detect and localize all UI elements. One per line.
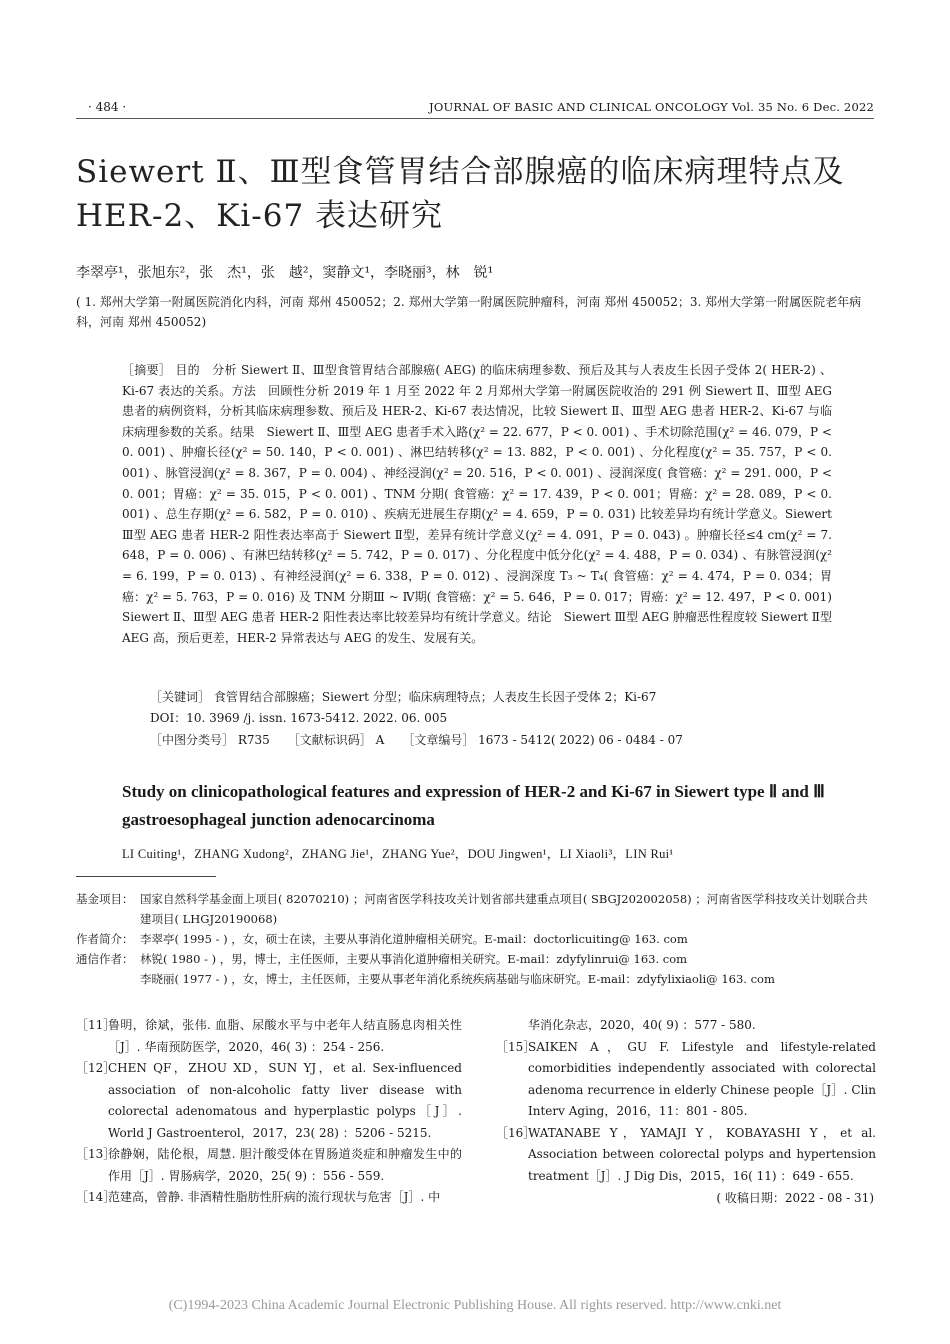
header-rule [76, 118, 874, 119]
journal-header: JOURNAL OF BASIC AND CLINICAL ONCOLOGY Vol. 35 No. 6 Dec. 2022 [429, 100, 874, 114]
english-authors: LI Cuiting¹，ZHANG Xudong²，ZHANG Jie¹，ZHANG Yue²，DOU Jingwen¹，LI Xiaoli³，LIN Rui¹ [122, 847, 674, 861]
ref-number: ［12］ [76, 1061, 116, 1075]
fund-text: 国家自然科学基金面上项目( 82070210) ；河南省医学科技攻关计划省部共建重点项目( SBGJ202002058) ；河南省医学科技攻关计划联合共建项目( LHGJ20190068) [140, 892, 868, 926]
references-left [76, 1015, 462, 1209]
ref-text: CHEN QF，ZHOU XD，SUN YJ，et al. Sex-influenced association of non-alcoholic fatty liver disease with colorectal adenomatous and hyperplastic polyps［J］. World J Gastroenterol，2017，23( 28) ：5206 - 5215. [108, 1061, 462, 1140]
bio-text: 李翠亭( 1995 - ) ，女，硕士在读，主要从事消化道肿瘤相关研究。E-mail：doctorlicuiting@ 163. com [140, 932, 688, 946]
reference-item [76, 1144, 462, 1187]
keywords-text: 食管胃结合部腺癌；Siewert 分型；临床病理特点；人表皮生长因子受体 2；Ki-67 [213, 690, 657, 704]
ref-number: ［16］ [496, 1125, 536, 1140]
english-title: Study on clinicopathological features and expression of HER-2 and Ki-67 in Siewert type Ⅱ and Ⅲ gastroesophageal junction adenocarcinoma [122, 782, 825, 829]
references-right [496, 1015, 876, 1187]
keywords-label: ［关键词］ [150, 690, 211, 704]
keywords [150, 687, 830, 707]
corresponding-note-2 [76, 969, 876, 989]
corr-text-2: 李晓丽( 1977 - ) ，女，博士，主任医师，主要从事老年消化系统疾病基础与临床研究。E-mail：zdyfylixiaoli@ 163. com [140, 972, 775, 986]
ref-text: SAIKEN A，GU F. Lifestyle and lifestyle-related comorbidities independently associated with colorectal adenoma recurrence in elderly Chinese people［J］. Clin Interv Aging，2016，11：801 - 805. [528, 1039, 876, 1118]
fund-label: 基金项目： [76, 892, 134, 906]
fund-note [76, 889, 876, 929]
classification [150, 731, 830, 748]
ref-number: ［15］ [496, 1039, 536, 1054]
author-bio-note [76, 929, 876, 949]
ref-number: ［11］ [76, 1018, 116, 1032]
clc-value: R735 [237, 733, 270, 747]
affiliations: ( 1. 郑州大学第一附属医院消化内科，河南 郑州 450052；2. 郑州大学第一附属医院肿瘤科，河南 郑州 450052；3. 郑州大学第一附属医院老年病科，河南 郑州 450052) [76, 295, 862, 329]
title-line-1: Siewert Ⅱ、Ⅲ型食管胃结合部腺癌的临床病理特点及 [76, 154, 845, 190]
author-list: 李翠亭¹，张旭东²，张 杰¹，张 越²，窦静文¹，李晓丽³，林 锐¹ [76, 265, 494, 281]
article-number-label: ［文章编号］ [402, 733, 475, 747]
title-line-2: HER-2、Ki-67 表达研究 [76, 198, 444, 234]
reference-item [76, 1187, 462, 1209]
ref-text: 鲁明，徐斌，张伟. 血脂、尿酸水平与中老年人结直肠息肉相关性［J］. 华南预防医学，2020，46( 3) ：254 - 256. [108, 1018, 462, 1054]
copyright-footer: (C)1994-2023 China Academic Journal Electronic Publishing House. All rights reserved. http://www.cnki.net [168, 1298, 782, 1313]
article-number-value: 1673 - 5412( 2022) 06 - 0484 - 07 [478, 733, 683, 747]
reference-item [76, 1058, 462, 1144]
ref-text: WATANABE Y，YAMAJI Y，KOBAYASHI Y，et al. Association between colorectal polyps and hypertension treatment［J］. J Dig Dis，2015，16( 11) ：649 - 655. [528, 1125, 876, 1183]
ref-text: 徐静娴，陆伦根，周慧. 胆汁酸受体在胃肠道炎症和肿瘤发生中的作用［J］. 胃肠病学，2020，25( 9) ：556 - 559. [108, 1147, 462, 1183]
doc-code-value: A [375, 733, 385, 747]
ref-number: ［14］ [76, 1190, 116, 1204]
footnote-rule [76, 876, 216, 877]
ref-number: ［13］ [76, 1147, 116, 1161]
reference-item [496, 1037, 876, 1123]
bio-label: 作者简介： [76, 932, 134, 946]
abstract-label: ［摘要］ [122, 363, 172, 377]
received-date: ( 收稿日期：2022 - 08 - 31) [716, 1191, 874, 1205]
reference-item [76, 1015, 462, 1058]
corresponding-note [76, 949, 876, 969]
ref-continuation: 华消化杂志，2020，40( 9) ：577 - 580. [528, 1018, 756, 1032]
doi: DOI：10. 3969 /j. issn. 1673-5412. 2022. 06. 005 [150, 711, 448, 725]
abstract-text: 目的 分析 Siewert Ⅱ、Ⅲ型食管胃结合部腺癌( AEG) 的临床病理参数、预后及其与人表皮生长因子受体 2( HER-2) 、Ki-67 表达的关系。方法 回顾性分析 2019 年 1 月至 2022 年 2 月郑州大学第一附属医院收治的 291 例 Siewert Ⅱ、Ⅲ型 AEG 患者的病例资料，分析其临床病理参数、预后及 HER-2、Ki-67 表达情况，比较 Siewert Ⅱ、Ⅲ型 AEG 患者 HER-2、Ki-67 与临床病理参数的关系。结果 Siewert Ⅱ、Ⅲ型 AEG 患者手术入路(χ² = 22. 677，P < 0. 001) 、手术切除范围(χ² = 46. 079，P < 0. 001) 、肿瘤长径(χ² = 50. 140，P < 0. 001) 、淋巴结转移(χ² = 13. 882，P < 0. 001) 、分化程度(χ² = 35. 757，P < 0. 001) 、脉管浸润(χ² = 8. 367，P = 0. 004) 、神经浸润(χ² = 20. 516，P < 0. 001) 、浸润深度( 食管癌：χ² = 291. 000，P < 0. 001；胃癌：χ² = 35. 015，P < 0. 001) 、TNM 分期( 食管癌：χ² = 17. 439，P < 0. 001；胃癌：χ² = 28. 089，P < 0. 001) 、总生存期(χ² = 6. 582，P = 0. 010) 、疾病无进展生存期(χ² = 4. 659，P = 0. 031) 比较差异均有统计学意义。Siewert Ⅲ型 AEG 患者 HER-2 阳性表达率高于 Siewert Ⅱ型，差异有统计学意义(χ² = 4. 091，P = 0. 043) 。肿瘤长径≤4 cm(χ² = 7. 648，P = 0. 006) 、有淋巴结转移(χ² = 5. 742，P = 0. 017) 、分化程度中低分化(χ² = 4. 488，P = 0. 034) 、有脉管浸润(χ² = 6. 199，P = 0. 013) 、有神经浸润(χ² = 6. 338，P = 0. 012) 、浸润深度 T₃ ~ T₄( 食管癌：χ² = 4. 474，P = 0. 034；胃癌：χ² = 5. 763，P = 0. 016) 及 TNM 分期Ⅲ ~ Ⅳ期( 食管癌：χ² = 5. 646，P = 0. 017；胃癌：χ² = 12. 497，P < 0. 001) Siewert Ⅱ、Ⅲ型 AEG 患者 HER-2 阳性表达率比较差异均有统计学意义。结论 Siewert Ⅲ型 AEG 肿瘤恶性程度较 Siewert Ⅱ型 AEG 高，预后更差，HER-2 异常表达与 AEG 的发生、发展有关。 [122, 363, 832, 645]
page-number: · 484 · [88, 100, 127, 114]
corr-label: 通信作者： [76, 952, 134, 966]
doc-code-label: ［文献标识码］ [287, 733, 372, 747]
reference-item [496, 1123, 876, 1188]
article-title [76, 150, 886, 238]
ref-text: 范建高，曾静. 非酒精性脂肪性肝病的流行现状与危害［J］. 中 [108, 1190, 441, 1204]
clc-label: ［中图分类号］ [150, 733, 235, 747]
corr-text-1: 林锐( 1980 - ) ，男，博士，主任医师，主要从事消化道肿瘤相关研究。E-mail：zdyfylinrui@ 163. com [140, 952, 688, 966]
footnotes [76, 889, 876, 989]
abstract [122, 360, 832, 648]
